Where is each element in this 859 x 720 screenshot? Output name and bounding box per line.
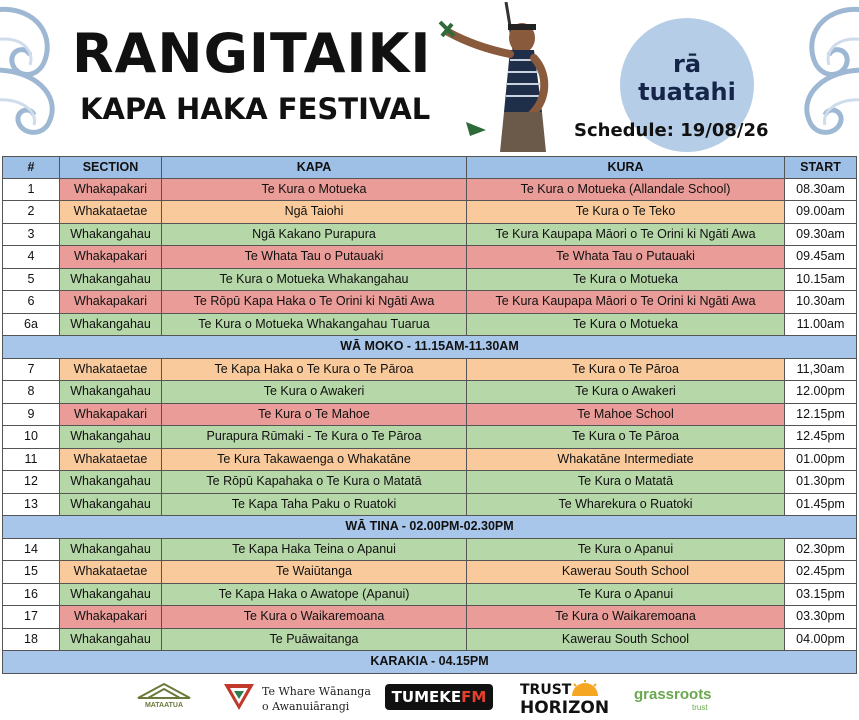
sun-icon [568, 680, 602, 698]
wananga-text-2: o Awanuiārangi [262, 700, 350, 713]
row-kura: Te Kura o Te Pāroa [467, 426, 785, 448]
column-header-kapa: KAPA [162, 157, 467, 178]
horizon-text: HORIZON [520, 698, 610, 718]
row-kapa: Te Kura Takawaenga o Whakatāne [162, 449, 467, 471]
row-kapa: Te Kura o Waikaremoana [162, 606, 467, 628]
row-kura: Kawerau South School [467, 629, 785, 651]
row-number: 13 [2, 494, 60, 516]
trust-text: TRUST [520, 682, 572, 698]
row-section: Whakapakari [60, 606, 162, 628]
row-section: Whakataetae [60, 561, 162, 583]
row-kapa: Te Kura o Motueka Whakangahau [162, 269, 467, 291]
row-kura: Whakatāne Intermediate [467, 449, 785, 471]
festival-title: RANGITAIKI [72, 22, 432, 85]
row-number: 14 [2, 539, 60, 561]
row-start-time: 11.00am [785, 314, 857, 336]
table-row [2, 314, 857, 337]
row-kura: Te Kura o Motueka (Allandale School) [467, 179, 785, 201]
table-row [2, 381, 857, 404]
row-start-time: 02.45pm [785, 561, 857, 583]
tumeke-text: TUMEKE [391, 688, 462, 706]
row-kura: Te Kura o Motueka [467, 269, 785, 291]
row-section: Whakapakari [60, 404, 162, 426]
table-row [2, 449, 857, 472]
row-number: 6 [2, 291, 60, 313]
sponsor-logos [0, 672, 859, 720]
row-start-time: 11,30am [785, 359, 857, 381]
column-header-kura: KURA [467, 157, 785, 178]
row-start-time: 03.30pm [785, 606, 857, 628]
table-row [2, 606, 857, 629]
row-start-time: 12.15pm [785, 404, 857, 426]
table-row [2, 179, 857, 202]
row-number: 17 [2, 606, 60, 628]
schedule-date: Schedule: 19/08/26 [574, 120, 769, 141]
mataatua-text: MATAATUA [144, 702, 184, 709]
row-number: 1 [2, 179, 60, 201]
break-row-moko: WĀ MOKO - 11.15AM-11.30AM [2, 336, 857, 359]
row-kura: Te Kura Kaupapa Māori o Te Orini ki Ngāti Awa [467, 224, 785, 246]
row-start-time: 04.00pm [785, 629, 857, 651]
row-kura: Te Kura o Awakeri [467, 381, 785, 403]
row-kura: Te Mahoe School [467, 404, 785, 426]
row-number: 7 [2, 359, 60, 381]
table-row [2, 269, 857, 292]
table-row [2, 629, 857, 652]
row-kapa: Purapura Rūmaki - Te Kura o Te Pāroa [162, 426, 467, 448]
festival-subtitle: KAPA HAKA FESTIVAL [80, 92, 431, 126]
mataatua-mark-icon [134, 680, 194, 702]
row-section: Whakataetae [60, 359, 162, 381]
row-number: 11 [2, 449, 60, 471]
row-kura: Te Kura o Motueka [467, 314, 785, 336]
table-row [2, 584, 857, 607]
row-kura: Te Kura o Matatā [467, 471, 785, 493]
row-section: Whakangahau [60, 471, 162, 493]
row-number: 4 [2, 246, 60, 268]
schedule-group-morning [2, 179, 857, 337]
festival-header [0, 0, 859, 156]
grassroots-sub-text: trust [692, 703, 708, 712]
grassroots-text: grassroots [634, 686, 712, 703]
wananga-text-1: Te Whare Wānanga [262, 685, 371, 698]
mataatua-logo [134, 680, 194, 716]
row-start-time: 12.00pm [785, 381, 857, 403]
row-kura: Te Kura o Apanui [467, 539, 785, 561]
table-row [2, 359, 857, 382]
row-start-time: 08.30am [785, 179, 857, 201]
table-row [2, 494, 857, 517]
row-kura: Kawerau South School [467, 561, 785, 583]
koru-pattern-icon [789, 0, 859, 150]
row-section: Whakangahau [60, 629, 162, 651]
tumeke-fm-text: FM [461, 688, 487, 706]
table-row [2, 291, 857, 314]
haka-performer-icon [430, 2, 580, 154]
row-kapa: Te Kura o Motueka [162, 179, 467, 201]
day-line-2: tuatahi [638, 78, 736, 106]
wananga-logo [222, 680, 372, 716]
row-kura: Te Kura o Apanui [467, 584, 785, 606]
row-section: Whakangahau [60, 314, 162, 336]
day-line-1: rā [672, 50, 702, 78]
day-badge-text [620, 50, 754, 106]
row-kapa: Te Waiūtanga [162, 561, 467, 583]
row-start-time: 09.00am [785, 201, 857, 223]
trust-horizon-logo [520, 678, 610, 718]
row-section: Whakataetae [60, 201, 162, 223]
row-start-time: 03.15pm [785, 584, 857, 606]
row-kapa: Te Puāwaitanga [162, 629, 467, 651]
row-kapa: Ngā Kakano Purapura [162, 224, 467, 246]
row-kura: Te Kura o Te Teko [467, 201, 785, 223]
schedule-group-midday [2, 359, 857, 517]
column-header-start: START [785, 157, 857, 178]
schedule-table [2, 156, 857, 674]
row-kura: Te Kura o Te Pāroa [467, 359, 785, 381]
schedule-group-afternoon [2, 539, 857, 652]
break-row-tina: WĀ TINA - 02.00PM-02.30PM [2, 516, 857, 539]
table-header-row [2, 156, 857, 179]
row-kapa: Te Kapa Haka o Awatope (Apanui) [162, 584, 467, 606]
break-row-karakia: KARAKIA - 04.15PM [2, 651, 857, 674]
tumeke-fm-logo [385, 684, 493, 710]
row-start-time: 01.45pm [785, 494, 857, 516]
grassroots-trust-logo [634, 684, 724, 714]
row-section: Whakangahau [60, 494, 162, 516]
table-row [2, 404, 857, 427]
row-kura: Te Whata Tau o Putauaki [467, 246, 785, 268]
row-number: 3 [2, 224, 60, 246]
row-section: Whakangahau [60, 584, 162, 606]
table-row [2, 561, 857, 584]
row-kura: Te Kura o Waikaremoana [467, 606, 785, 628]
row-section: Whakangahau [60, 381, 162, 403]
row-number: 10 [2, 426, 60, 448]
table-row [2, 426, 857, 449]
row-section: Whakangahau [60, 426, 162, 448]
row-section: Whakataetae [60, 449, 162, 471]
row-start-time: 10.30am [785, 291, 857, 313]
row-kapa: Te Kapa Haka Teina o Apanui [162, 539, 467, 561]
table-row [2, 539, 857, 562]
row-start-time: 02.30pm [785, 539, 857, 561]
row-kapa: Te Kapa Haka o Te Kura o Te Pāroa [162, 359, 467, 381]
row-kura: Te Wharekura o Ruatoki [467, 494, 785, 516]
row-kapa: Te Rōpū Kapa Haka o Te Orini ki Ngāti Awa [162, 291, 467, 313]
row-section: Whakapakari [60, 179, 162, 201]
row-kapa: Te Whata Tau o Putauaki [162, 246, 467, 268]
row-start-time: 10.15am [785, 269, 857, 291]
row-kapa: Te Kapa Taha Paku o Ruatoki [162, 494, 467, 516]
row-number: 8 [2, 381, 60, 403]
table-row [2, 224, 857, 247]
table-row [2, 201, 857, 224]
row-section: Whakapakari [60, 246, 162, 268]
table-row [2, 246, 857, 269]
row-section: Whakangahau [60, 269, 162, 291]
row-start-time: 01.30pm [785, 471, 857, 493]
column-header-num: # [2, 157, 60, 178]
table-row [2, 471, 857, 494]
column-header-section: SECTION [60, 157, 162, 178]
row-section: Whakapakari [60, 291, 162, 313]
row-kapa: Te Rōpū Kapahaka o Te Kura o Matatā [162, 471, 467, 493]
row-number: 9 [2, 404, 60, 426]
row-number: 15 [2, 561, 60, 583]
row-kapa: Te Kura o Motueka Whakangahau Tuarua [162, 314, 467, 336]
row-number: 12 [2, 471, 60, 493]
row-start-time: 01.00pm [785, 449, 857, 471]
row-start-time: 09.45am [785, 246, 857, 268]
row-number: 6a [2, 314, 60, 336]
row-section: Whakangahau [60, 539, 162, 561]
row-start-time: 09.30am [785, 224, 857, 246]
koru-pattern-icon [0, 0, 70, 150]
row-number: 18 [2, 629, 60, 651]
row-kapa: Te Kura o Awakeri [162, 381, 467, 403]
row-section: Whakangahau [60, 224, 162, 246]
row-start-time: 12.45pm [785, 426, 857, 448]
row-number: 2 [2, 201, 60, 223]
row-kapa: Te Kura o Te Mahoe [162, 404, 467, 426]
wananga-triangle-icon [222, 682, 256, 712]
row-kura: Te Kura Kaupapa Māori o Te Orini ki Ngāti Awa [467, 291, 785, 313]
row-number: 16 [2, 584, 60, 606]
row-number: 5 [2, 269, 60, 291]
row-kapa: Ngā Taiohi [162, 201, 467, 223]
